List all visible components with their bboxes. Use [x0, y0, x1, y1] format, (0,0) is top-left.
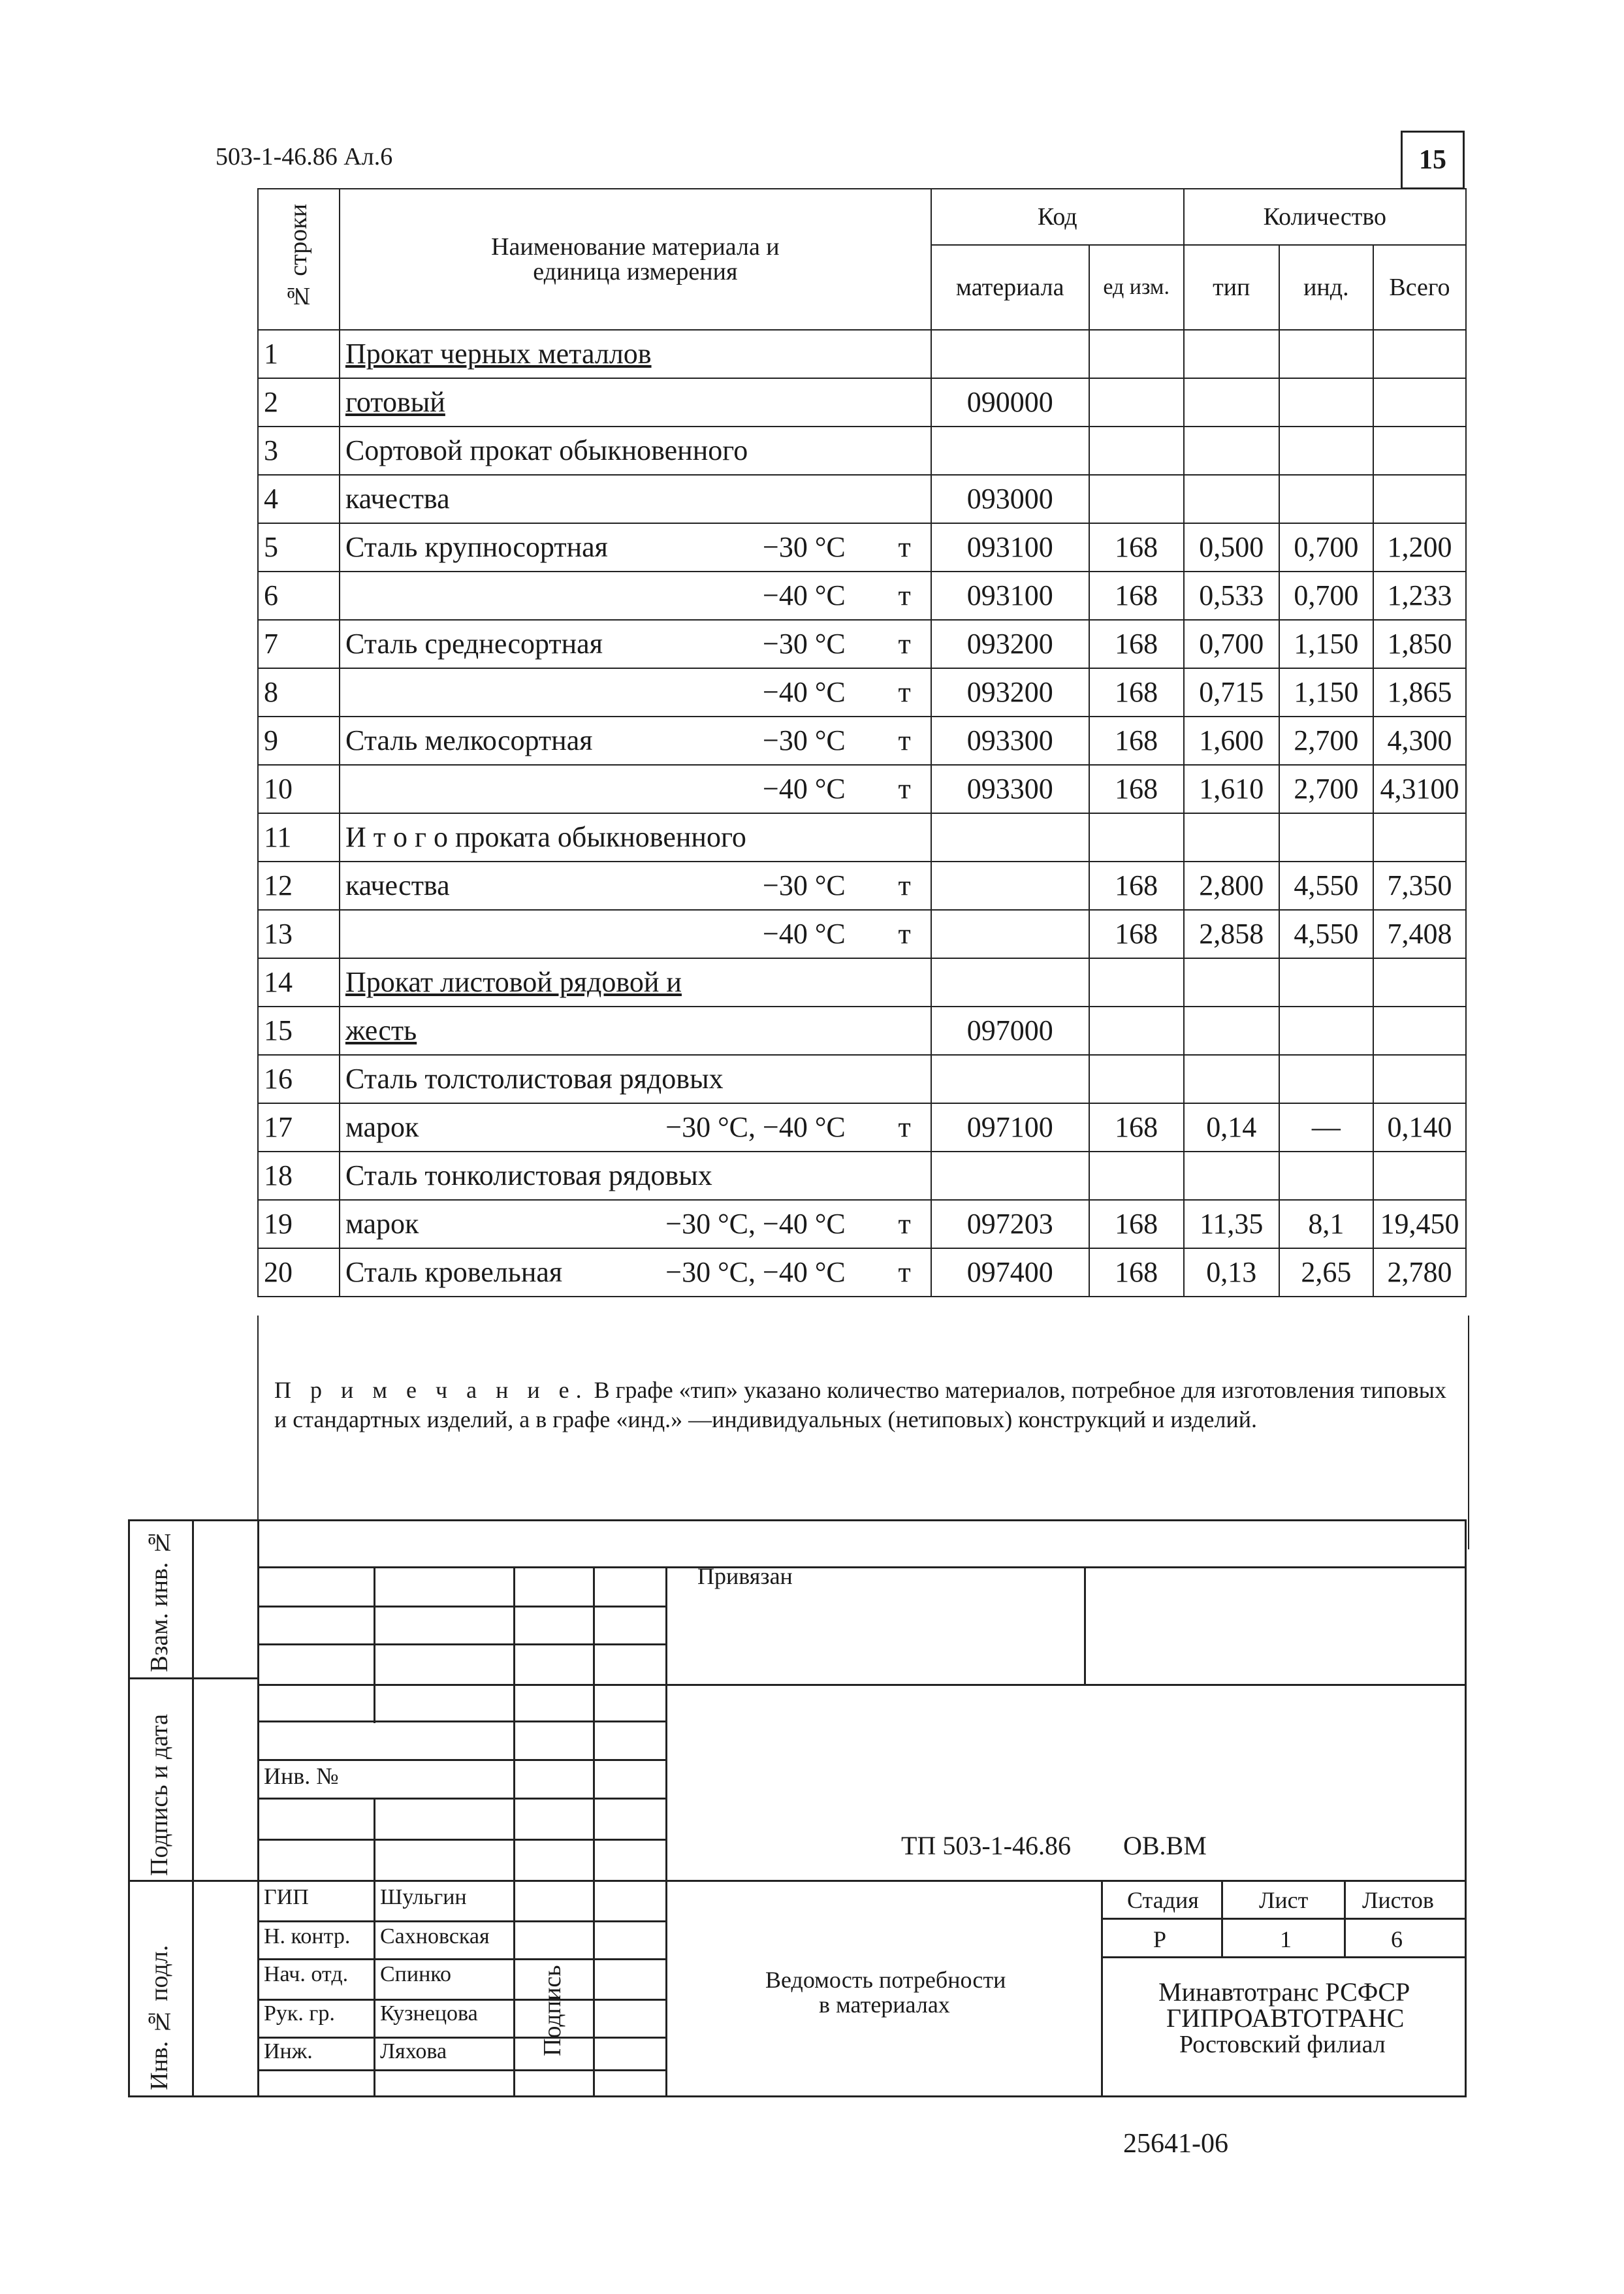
temperature-condition: −30 °С [763, 531, 846, 563]
name-cell [340, 1007, 931, 1055]
material-name: Сталь среднесортная [345, 628, 603, 660]
unit-code-cell: 168 [1089, 910, 1184, 958]
unit-label: т [898, 869, 911, 901]
col-name-header: Наименование материала и единица измерения [340, 189, 931, 330]
name-cell [340, 523, 931, 572]
unit-code-cell [1089, 1007, 1184, 1055]
table-row [258, 1152, 1466, 1200]
qty-ind-cell [1279, 958, 1373, 1007]
unit-label: т [898, 1256, 911, 1288]
qty-ind-cell: 0,700 [1279, 523, 1373, 572]
material-code-cell: 093100 [931, 523, 1089, 572]
qty-total-cell [1373, 1152, 1466, 1200]
row-number-cell: 18 [258, 1152, 340, 1200]
unit-code-cell: 168 [1089, 1248, 1184, 1297]
unit-code-cell: 168 [1089, 523, 1184, 572]
org-line2: ГИПРОАВТОТРАНС [1166, 2003, 1405, 2033]
row-number-cell: 11 [258, 813, 340, 862]
sheets-value: 6 [1391, 1926, 1403, 1952]
stamp-role: Инж. [264, 2039, 313, 2063]
row-number-cell: 4 [258, 475, 340, 523]
document-code: 503-1-46.86 Ал.6 [215, 143, 393, 170]
material-name: качества [345, 869, 450, 901]
qty-type-cell: 0,13 [1184, 1248, 1279, 1297]
material-name: жесть [345, 1014, 417, 1046]
qty-total-cell [1373, 475, 1466, 523]
qty-total-cell [1373, 1007, 1466, 1055]
qty-ind-cell [1279, 1007, 1373, 1055]
material-code-cell: 093100 [931, 572, 1089, 620]
temperature-condition: −30 °С, −40 °С [665, 1256, 846, 1288]
material-code-cell: 093000 [931, 475, 1089, 523]
qty-type-cell [1184, 427, 1279, 475]
unit-code-cell [1089, 1055, 1184, 1103]
side-label-inv-podl: Инв. № подл. [146, 1945, 173, 2090]
material-code-cell [931, 330, 1089, 378]
material-name: марок [345, 1208, 419, 1240]
material-code-cell: 097000 [931, 1007, 1089, 1055]
material-code-cell: 093200 [931, 668, 1089, 717]
table-row [258, 1248, 1466, 1297]
row-number-cell: 12 [258, 862, 340, 910]
table-row [258, 862, 1466, 910]
materials-table [257, 188, 1467, 1297]
qty-total-cell: 1,850 [1373, 620, 1466, 668]
material-name: Прокат черных металлов [345, 338, 652, 370]
material-name: Сталь мелкосортная [345, 724, 593, 756]
name-cell [340, 862, 931, 910]
table-row [258, 475, 1466, 523]
material-code-cell: 097203 [931, 1200, 1089, 1248]
stamp-person-name: Ляхова [380, 2039, 447, 2063]
table-row [258, 1055, 1466, 1103]
material-code-cell: 097400 [931, 1248, 1089, 1297]
qty-total-cell [1373, 813, 1466, 862]
row-number-cell: 17 [258, 1103, 340, 1152]
qty-ind-cell [1279, 1055, 1373, 1103]
note-text: В графе «тип» указано количество материалов, потребное для изготовления типовых и стандартных изделий, а в графе «инд.» —индивидуальных (нетиповых) конструкций и изделий. [274, 1377, 1446, 1432]
qty-ind-cell: 2,65 [1279, 1248, 1373, 1297]
col-qty-header: Количество [1184, 189, 1466, 245]
name-cell [340, 765, 931, 813]
unit-code-cell [1089, 958, 1184, 1007]
note-lead: П р и м е ч а н и е. [274, 1377, 588, 1403]
name-cell [340, 717, 931, 765]
temperature-condition: −40 °С [763, 773, 846, 805]
material-code-cell [931, 1152, 1089, 1200]
qty-type-cell: 0,700 [1184, 620, 1279, 668]
stage-value: Р [1153, 1926, 1167, 1952]
material-code-cell [931, 862, 1089, 910]
table-row [258, 668, 1466, 717]
qty-type-cell: 0,715 [1184, 668, 1279, 717]
material-name: И т о г о проката обыкновенного [345, 821, 746, 853]
unit-code-cell: 168 [1089, 668, 1184, 717]
unit-code-cell [1089, 1152, 1184, 1200]
sheets-label: Листов [1362, 1887, 1434, 1913]
table-row [258, 717, 1466, 765]
podpis-vertical-label: Подпись [539, 1965, 566, 2056]
name-cell [340, 1200, 931, 1248]
material-name: качества [345, 483, 450, 515]
material-name: Прокат листовой рядовой и [345, 966, 682, 998]
unit-code-cell: 168 [1089, 1200, 1184, 1248]
row-number-cell: 14 [258, 958, 340, 1007]
qty-ind-cell: 4,550 [1279, 910, 1373, 958]
qty-ind-cell [1279, 330, 1373, 378]
qty-total-cell: 1,865 [1373, 668, 1466, 717]
col-qty-ind-header: инд. [1279, 245, 1373, 330]
side-label-vzam: Взам. инв. № [146, 1528, 173, 1672]
col-row-no-header: № строки [258, 189, 340, 330]
qty-total-cell: 7,408 [1373, 910, 1466, 958]
sheet-label: Лист [1259, 1887, 1309, 1913]
material-name: Сталь крупносортная [345, 531, 608, 563]
table-row [258, 378, 1466, 427]
unit-label: т [898, 918, 911, 950]
temperature-condition: −30 °С [763, 869, 846, 901]
stamp-role: Нач. отд. [264, 1962, 349, 1986]
row-number-cell: 15 [258, 1007, 340, 1055]
qty-ind-cell [1279, 427, 1373, 475]
qty-type-cell: 2,800 [1184, 862, 1279, 910]
side-label-podpis-data: Подпись и дата [146, 1713, 173, 1876]
name-cell [340, 958, 931, 1007]
stage-label: Стадия [1127, 1887, 1199, 1913]
material-code-cell: 093300 [931, 765, 1089, 813]
material-code-cell: 093200 [931, 620, 1089, 668]
doc-title-line2: в материалах [819, 1992, 950, 2018]
privyazan-label: Привязан [697, 1563, 793, 1589]
row-number-cell: 1 [258, 330, 340, 378]
material-name: Сталь кровельная [345, 1256, 563, 1288]
material-code-cell [931, 813, 1089, 862]
unit-label: т [898, 1111, 911, 1143]
qty-type-cell: 0,14 [1184, 1103, 1279, 1152]
unit-label: т [898, 579, 911, 611]
name-cell [340, 813, 931, 862]
qty-ind-cell: 2,700 [1279, 765, 1373, 813]
name-cell [340, 475, 931, 523]
unit-code-cell: 168 [1089, 572, 1184, 620]
temperature-condition: −40 °С [763, 676, 846, 708]
col-qty-total-header: Всего [1373, 245, 1466, 330]
unit-code-cell: 168 [1089, 1103, 1184, 1152]
qty-type-cell [1184, 1055, 1279, 1103]
table-row [258, 765, 1466, 813]
qty-type-cell [1184, 330, 1279, 378]
qty-total-cell [1373, 958, 1466, 1007]
stamp-person-name: Кузнецова [380, 2001, 478, 2026]
stamp-person-name: Сахновская [380, 1924, 490, 1948]
qty-ind-cell [1279, 475, 1373, 523]
qty-total-cell: 1,200 [1373, 523, 1466, 572]
table-row [258, 813, 1466, 862]
row-number-cell: 16 [258, 1055, 340, 1103]
qty-type-cell [1184, 1152, 1279, 1200]
material-code-cell [931, 427, 1089, 475]
qty-total-cell [1373, 378, 1466, 427]
name-cell [340, 427, 931, 475]
material-name: марок [345, 1111, 419, 1143]
material-name: Сталь толстолистовая рядовых [345, 1063, 724, 1095]
qty-type-cell [1184, 378, 1279, 427]
org-line3: Ростовский филиал [1179, 2031, 1386, 2058]
row-number-cell: 2 [258, 378, 340, 427]
stamp-role: Н. контр. [264, 1924, 351, 1948]
material-code-cell [931, 958, 1089, 1007]
qty-ind-cell: 4,550 [1279, 862, 1373, 910]
qty-ind-cell: — [1279, 1103, 1373, 1152]
unit-label: т [898, 531, 911, 563]
qty-ind-cell: 1,150 [1279, 620, 1373, 668]
material-name: готовый [345, 386, 445, 418]
qty-type-cell: 2,858 [1184, 910, 1279, 958]
name-cell [340, 910, 931, 958]
qty-ind-cell [1279, 378, 1373, 427]
material-code-cell: 093300 [931, 717, 1089, 765]
material-name: Сортовой прокат обыкновенного [345, 434, 748, 466]
row-number-cell: 6 [258, 572, 340, 620]
qty-ind-cell: 2,700 [1279, 717, 1373, 765]
qty-ind-cell: 8,1 [1279, 1200, 1373, 1248]
name-cell [340, 330, 931, 378]
stamp-person-name: Спинко [380, 1962, 452, 1986]
unit-code-cell [1089, 378, 1184, 427]
unit-code-cell [1089, 427, 1184, 475]
col-qty-type-header: тип [1184, 245, 1279, 330]
table-row [258, 1103, 1466, 1152]
qty-total-cell: 0,140 [1373, 1103, 1466, 1152]
table-row [258, 1007, 1466, 1055]
unit-code-cell [1089, 475, 1184, 523]
table-row [258, 330, 1466, 378]
stamp-role: ГИП [264, 1885, 309, 1909]
unit-code-cell: 168 [1089, 765, 1184, 813]
unit-label: т [898, 724, 911, 756]
unit-label: т [898, 773, 911, 805]
qty-type-cell: 1,600 [1184, 717, 1279, 765]
qty-type-cell: 0,533 [1184, 572, 1279, 620]
name-cell [340, 1103, 931, 1152]
unit-code-cell: 168 [1089, 717, 1184, 765]
table-row [258, 910, 1466, 958]
qty-total-cell: 4,3100 [1373, 765, 1466, 813]
temperature-condition: −40 °С [763, 579, 846, 611]
qty-total-cell: 19,450 [1373, 1200, 1466, 1248]
row-number-cell: 9 [258, 717, 340, 765]
material-code-cell [931, 1055, 1089, 1103]
row-number-cell: 7 [258, 620, 340, 668]
inv-no-label: Инв. № [264, 1763, 339, 1789]
unit-label: т [898, 676, 911, 708]
unit-code-cell: 168 [1089, 620, 1184, 668]
row-number-cell: 10 [258, 765, 340, 813]
material-name: Сталь тонколистовая рядовых [345, 1159, 712, 1191]
table-row [258, 572, 1466, 620]
temperature-condition: −30 °С [763, 628, 846, 660]
name-cell [340, 620, 931, 668]
page-number: 15 [1401, 131, 1465, 189]
temperature-condition: −40 °С [763, 918, 846, 950]
unit-code-cell [1089, 330, 1184, 378]
row-number-cell: 13 [258, 910, 340, 958]
name-cell [340, 668, 931, 717]
material-code-cell [931, 910, 1089, 958]
col-code-material-header: материала [931, 245, 1089, 330]
material-code-cell: 090000 [931, 378, 1089, 427]
qty-total-cell [1373, 330, 1466, 378]
temperature-condition: −30 °С [763, 724, 846, 756]
qty-type-cell: 1,610 [1184, 765, 1279, 813]
doc-designation: ТП 503-1-46.86 ОВ.ВМ [901, 1831, 1207, 1860]
qty-type-cell [1184, 958, 1279, 1007]
qty-ind-cell [1279, 813, 1373, 862]
temperature-condition: −30 °С, −40 °С [665, 1111, 846, 1143]
qty-ind-cell: 0,700 [1279, 572, 1373, 620]
qty-total-cell: 1,233 [1373, 572, 1466, 620]
table-row [258, 958, 1466, 1007]
temperature-condition: −30 °С, −40 °С [665, 1208, 846, 1240]
stamp-person-name: Шульгин [380, 1885, 467, 1909]
table-row [258, 427, 1466, 475]
qty-total-cell: 2,780 [1373, 1248, 1466, 1297]
doc-title-line1: Ведомость потребности [765, 1967, 1006, 1993]
qty-ind-cell: 1,150 [1279, 668, 1373, 717]
qty-type-cell: 11,35 [1184, 1200, 1279, 1248]
row-number-cell: 5 [258, 523, 340, 572]
unit-code-cell: 168 [1089, 862, 1184, 910]
name-cell [340, 1152, 931, 1200]
row-number-cell: 8 [258, 668, 340, 717]
note [274, 1376, 1450, 1434]
qty-total-cell [1373, 427, 1466, 475]
name-cell [340, 1055, 931, 1103]
qty-type-cell [1184, 813, 1279, 862]
name-cell [340, 378, 931, 427]
name-cell [340, 572, 931, 620]
row-number-cell: 3 [258, 427, 340, 475]
qty-type-cell [1184, 1007, 1279, 1055]
qty-total-cell: 7,350 [1373, 862, 1466, 910]
qty-type-cell [1184, 475, 1279, 523]
footer-number: 25641-06 [1123, 2129, 1228, 2159]
col-code-header: Код [931, 189, 1184, 245]
unit-label: т [898, 1208, 911, 1240]
name-cell [340, 1248, 931, 1297]
table-row [258, 523, 1466, 572]
qty-total-cell: 4,300 [1373, 717, 1466, 765]
row-number-cell: 20 [258, 1248, 340, 1297]
qty-total-cell [1373, 1055, 1466, 1103]
unit-code-cell [1089, 813, 1184, 862]
sheet-value: 1 [1280, 1926, 1292, 1952]
qty-ind-cell [1279, 1152, 1373, 1200]
unit-label: т [898, 628, 911, 660]
table-row [258, 1200, 1466, 1248]
row-number-cell: 19 [258, 1200, 340, 1248]
col-code-unit-header: ед изм. [1089, 245, 1184, 330]
org-line1: Минавтотранс РСФСР [1158, 1977, 1410, 2007]
table-row [258, 620, 1466, 668]
stamp-role: Рук. гр. [264, 2001, 335, 2026]
qty-type-cell: 0,500 [1184, 523, 1279, 572]
material-code-cell: 097100 [931, 1103, 1089, 1152]
